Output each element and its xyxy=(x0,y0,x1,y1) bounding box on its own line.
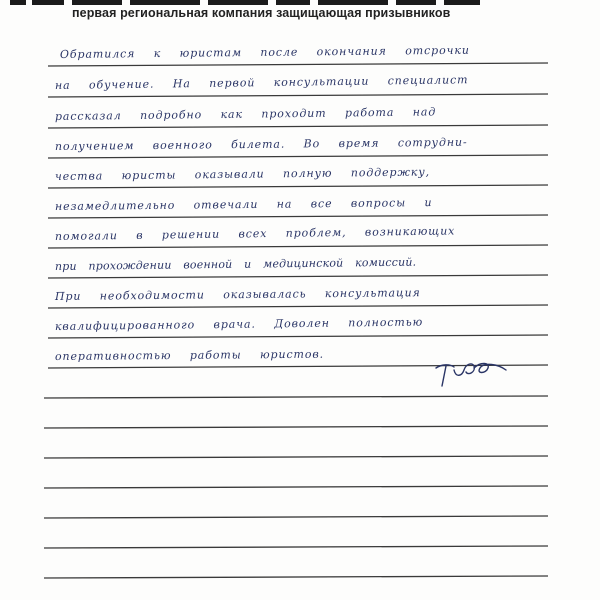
signature-icon xyxy=(432,358,512,388)
review-line: при прохождении военной и медицинской комиссий. xyxy=(54,255,417,273)
review-line: помогали в решении всех проблем, возникающих xyxy=(54,224,456,243)
review-line: квалифицированного врача. Доволен полностью xyxy=(54,315,424,333)
review-line: получением военного билета. Во время сотрудни- xyxy=(54,135,468,153)
company-tagline: первая региональная компания защищающая призывников xyxy=(72,6,451,20)
review-line: рассказал подробно как проходит работа над xyxy=(54,105,437,123)
review-line: незамедлительно отвечали на все вопросы и xyxy=(54,196,433,213)
review-line: При необходимости оказывалась консультация xyxy=(54,286,421,303)
review-line: на обучение. На первой консультации специалист xyxy=(54,73,469,92)
review-line: Обратился к юристам после окончания отсрочки xyxy=(59,43,470,61)
review-line: оперативностью работы юристов. xyxy=(54,347,325,363)
review-line: чества юристы оказывали полную поддержку, xyxy=(54,165,431,183)
